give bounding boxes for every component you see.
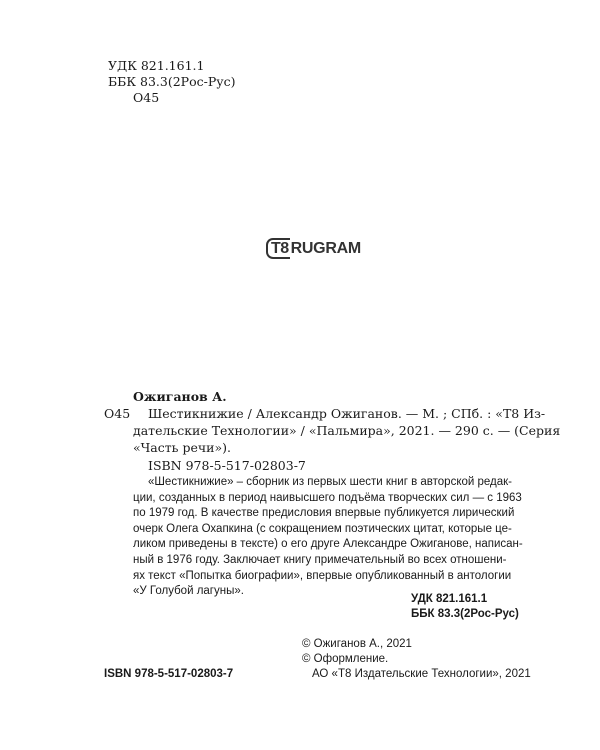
- logo-word: RUGRAM: [290, 239, 361, 257]
- annotation-line: «Шестикнижие» – сборник из первых шести книг в авторской редак-: [148, 476, 513, 488]
- annotation-line: ции, созданных в период наивысшего подъёма творческих сил — с 1963: [133, 491, 522, 504]
- bib-author: Ожиганов А.: [133, 389, 227, 404]
- udk-code-right: УДК 821.161.1: [411, 593, 488, 605]
- copyright-author: © Ожиганов А., 2021: [302, 638, 412, 650]
- copyright-publisher: АО «Т8 Издательские Технологии», 2021: [312, 668, 531, 680]
- annotation-line: ликом приведены в тексте) о его друге Александре Ожиганове, написан-: [133, 538, 523, 551]
- bib-line-2: дательские Технологии» / «Пальмира», 2021. — 290 с. — (Серия: [133, 423, 561, 438]
- copyright-design: © Оформление.: [302, 653, 389, 665]
- bib-isbn: ISBN 978-5-517-02803-7: [148, 458, 306, 473]
- bbk-code-top: ББК 83.3(2Рос-Рус): [108, 74, 236, 89]
- annotation-line: «У Голубой лагуны».: [133, 585, 244, 598]
- footer-isbn: ISBN 978-5-517-02803-7: [104, 668, 234, 680]
- logo-mark: T8: [266, 238, 290, 259]
- publisher-logo: [266, 238, 361, 259]
- annotation-line: по 1979 год. В качестве предисловия впервые публикуется лирический: [133, 507, 515, 520]
- annotation-line: ях текст «Попытка биографии», впервые опубликованный в антологии: [133, 569, 512, 582]
- annotation-line: ный в 1976 году. Заключает книгу примечательный во всех отношени-: [133, 554, 507, 566]
- annotation-line: очерк Олега Охапкина (с сокращением поэтических цитат, которые це-: [133, 522, 512, 535]
- bib-author-mark: О45: [104, 406, 131, 421]
- bbk-code-right: ББК 83.3(2Рос-Рус): [411, 608, 519, 620]
- udk-code-top: УДК 821.161.1: [108, 58, 205, 73]
- bib-line-3: «Часть речи»).: [133, 440, 231, 455]
- author-mark-top: О45: [133, 90, 160, 105]
- bib-line-1: Шестикнижие / Александр Ожиганов. — М. ; СПб. : «Т8 Из-: [148, 406, 546, 421]
